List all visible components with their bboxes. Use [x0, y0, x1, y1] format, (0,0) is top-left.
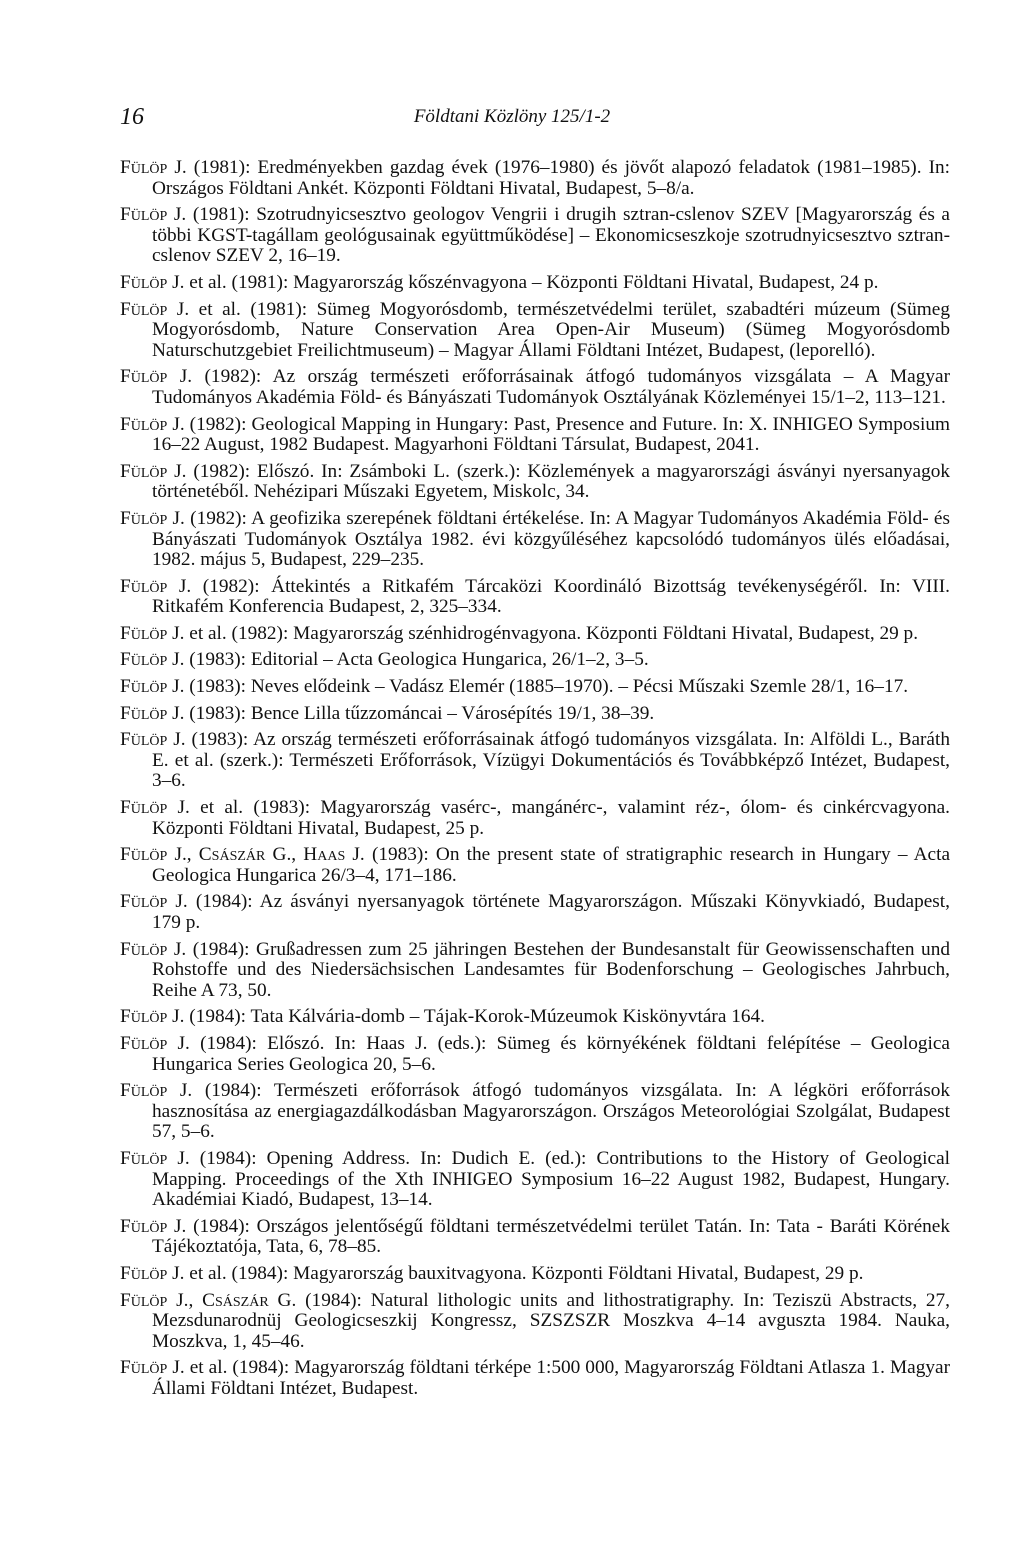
reference-item: [120, 509, 950, 571]
reference-list: [120, 158, 950, 1405]
reference-author: Fülöp J.: [120, 891, 188, 913]
reference-text: (1984): Natural lithologic units and lithostratigraphy. In: Teziszü Abstracts, 27, Mezsdunarodnüj Geologicseszkij Kongressz, SZSZSZR Moszkva 4–14 avguszta 1984. Nauka, Moszkva, 1, 45–46.: [152, 1289, 950, 1352]
reference-item: [120, 300, 950, 362]
reference-text: (1982): Geological Mapping in Hungary: Past, Presence and Future. In: X. INHIGEO Symposium 16–22 August, 1982 Budapest. Magyarhoni Földtani Társulat, Budapest, 2041.: [152, 413, 950, 456]
reference-text: et al. (1981): Magyarország kőszénvagyona – Központi Földtani Hivatal, Budapest, 24 p.: [184, 271, 879, 293]
reference-author: Fülöp J.: [120, 271, 185, 293]
reference-item: [120, 462, 950, 503]
reference-item: [120, 1264, 950, 1285]
reference-item: [120, 1291, 950, 1353]
reference-text: (1983): Editorial – Acta Geologica Hungarica, 26/1–2, 3–5.: [184, 649, 649, 671]
reference-item: [120, 624, 950, 645]
reference-author: Fülöp J.: [120, 622, 185, 644]
reference-text: (1984): Grußadressen zum 25 jähringen Bestehen der Bundesanstalt für Geowissenschaften und Rohstoffe und des Niedersächsischen Landesamtes für Bodenforschung – Geologisches Jahrbuch, Reihe A 73, 50.: [152, 938, 950, 1001]
reference-author: Fülöp J.: [120, 649, 185, 671]
reference-item: [120, 892, 950, 933]
reference-item: [120, 415, 950, 456]
reference-text: (1984): Opening Address. In: Dudich E. (ed.): Contributions to the History of Geological Mapping. Proceedings of the Xth INHIGEO Symposium 16–22 August 1982, Budapest, Hungary. Akadémiai Kiadó, Budapest, 13–14.: [152, 1147, 951, 1211]
reference-author: Fülöp J.: [120, 204, 187, 226]
reference-text: et al. (1983): Magyarország vasérc-, mangánérc-, valamint réz-, ólom- és cinkércvagyona. Központi Földtani Hivatal, Budapest, 25 p.: [152, 797, 950, 839]
reference-text: et al. (1981): Sümeg Mogyorósdomb, természetvédelmi terület, szabadtéri múzeum (Sümeg Mogyorósdomb, Nature Conservation Area Open-Air Museum) (Sümeg Mogyorósdomb Naturschutzgebiet Freilichtmuseum) – Magyar Állami Földtani Intézet, Budapest, (leporelló).: [152, 298, 950, 361]
reference-text: (1982): Áttekintés a Ritkafém Tárcaközi Koordináló Bizottság tevékenységéről. In: VIII. Ritkafém Konferencia Budapest, 2, 325–334.: [152, 575, 950, 618]
reference-author: Fülöp J.: [120, 413, 185, 435]
reference-author: Fülöp J.: [120, 797, 190, 819]
reference-text: (1984): Az ásványi nyersanyagok története Magyarországon. Műszaki Könyvkiadó, Budapest, 179 p.: [152, 891, 950, 933]
reference-text: (1984): Előszó. In: Haas J. (eds.): Sümeg és környékének földtani felépítése – Geologica Hungarica Series Geologica 20, 5–6.: [152, 1032, 950, 1075]
reference-item: [120, 845, 950, 886]
reference-text: (1983): Neves elődeink – Vadász Elemér (1885–1970). – Pécsi Műszaki Szemle 28/1, 16–17.: [184, 676, 909, 698]
reference-text: (1982): A geofizika szerepének földtani értékelése. In: A Magyar Tudományos Akadémia Föld- és Bányászati Tudományok Osztálya 1982. évi közgyűléséhez kapcsolódó tudományos ülés előadásai, 1982. május 5, Budapest, 229–235.: [152, 507, 950, 571]
reference-item: [120, 1149, 950, 1211]
reference-item: [120, 1217, 950, 1258]
reference-text: (1983): Bence Lilla tűzzománcai – Városépítés 19/1, 38–39.: [184, 702, 655, 724]
reference-author: Fülöp J.: [120, 575, 192, 597]
reference-item: [120, 1358, 950, 1399]
reference-item: [120, 1034, 950, 1075]
reference-item: [120, 1007, 950, 1028]
reference-text: (1984): Tata Kálvária-domb – Tájak-Korok-Múzeumok Kiskönyvtára 164.: [184, 1006, 765, 1028]
reference-author: Fülöp J.: [120, 702, 185, 724]
reference-author: Fülöp J.: [120, 460, 187, 482]
reference-item: [120, 704, 950, 725]
reference-item: [120, 367, 950, 408]
reference-text: (1982): Az ország természeti erőforrásainak átfogó tudományos vizsgálata – A Magyar Tudományos Akadémia Föld- és Bányászati Tudományok Osztályának Közleményei 15/1–2, 113–121.: [152, 366, 950, 408]
reference-text: (1982): Előszó. In: Zsámboki L. (szerk.): Közlemények a magyarországi ásványi nyersanyagok történetéből. Nehézipari Műszaki Egyetem, Miskolc, 34.: [152, 460, 950, 503]
reference-author: Fülöp J.: [120, 1215, 187, 1237]
reference-text: (1983): Az ország természeti erőforrásainak átfogó tudományos vizsgálata. In: Alföldi L., Baráth E. et al. (szerk.): Természeti Erőforrások, Vízügyi Dokumentációs és Továbbképző Intézet, Budapest, 3–6.: [152, 729, 950, 792]
running-head: Földtani Közlöny 125/1-2: [413, 106, 611, 127]
reference-item: [120, 577, 950, 618]
reference-author: Fülöp J.: [120, 157, 187, 178]
reference-text: et al. (1984): Magyarország bauxitvagyona. Központi Földtani Hivatal, Budapest, 29 p.: [184, 1262, 864, 1284]
reference-text: (1984): Országos jelentőségű földtani természetvédelmi terület Tatán. In: Tata - Baráti Körének Tájékoztatója, Tata, 6, 78–85.: [152, 1215, 950, 1258]
reference-author: Fülöp J.: [120, 1147, 190, 1169]
reference-item: [120, 158, 950, 199]
page-number: 16: [120, 104, 144, 130]
reference-item: [120, 650, 950, 671]
reference-author: Fülöp J.: [120, 729, 186, 751]
reference-author: Fülöp J.: [120, 366, 193, 388]
reference-author: Fülöp J., Császár G.: [120, 1289, 297, 1311]
reference-author: Fülöp J., Császár G., Haas J.: [120, 844, 365, 866]
reference-item: [120, 677, 950, 698]
reference-author: Fülöp J.: [120, 298, 190, 320]
reference-author: Fülöp J.: [120, 507, 185, 529]
reference-text: (1983): On the present state of stratigraphic research in Hungary – Acta Geologica Hungarica 26/3–4, 171–186.: [152, 844, 951, 886]
reference-text: (1981): Szotrudnyicsesztvo geologov Vengrii i drugih sztran-cslenov SZEV [Magyarország és a többi KGST-tagállam geológusainak együttműködése] – Ekonomicseszkoje szotrudnyicsesztvo sztran-cslenov SZEV 2, 16–19.: [152, 204, 950, 267]
reference-item: [120, 1081, 950, 1143]
reference-text: et al. (1982): Magyarország szénhidrogénvagyona. Központi Földtani Hivatal, Budapest, 29 p.: [184, 622, 919, 644]
reference-author: Fülöp J.: [120, 676, 185, 698]
reference-item: [120, 940, 950, 1002]
reference-author: Fülöp J.: [120, 1357, 185, 1379]
reference-item: [120, 798, 950, 839]
reference-author: Fülöp J.: [120, 1006, 185, 1028]
reference-author: Fülöp J.: [120, 1080, 193, 1102]
reference-text: et al. (1984): Magyarország földtani térképe 1:500 000, Magyarország Földtani Atlasza 1. Magyar Állami Földtani Intézet, Budapest.: [152, 1357, 950, 1399]
reference-author: Fülöp J.: [120, 1262, 185, 1284]
reference-author: Fülöp J.: [120, 938, 187, 960]
reference-item: [120, 730, 950, 792]
reference-text: (1981): Eredményekben gazdag évek (1976–1980) és jövőt alapozó feladatok (1981–1985). In: Országos Földtani Ankét. Központi Földtani Hivatal, Budapest, 5–8/a.: [152, 157, 950, 199]
reference-text: (1984): Természeti erőforrások átfogó tudományos vizsgálata. In: A légköri erőforrások hasznosítása az energiagazdálkodásban Magyarországon. Országos Meteorológiai Szolgálat, Budapest 57, 5–6.: [152, 1080, 950, 1143]
reference-item: [120, 205, 950, 267]
reference-author: Fülöp J.: [120, 1032, 190, 1054]
reference-item: [120, 273, 950, 294]
